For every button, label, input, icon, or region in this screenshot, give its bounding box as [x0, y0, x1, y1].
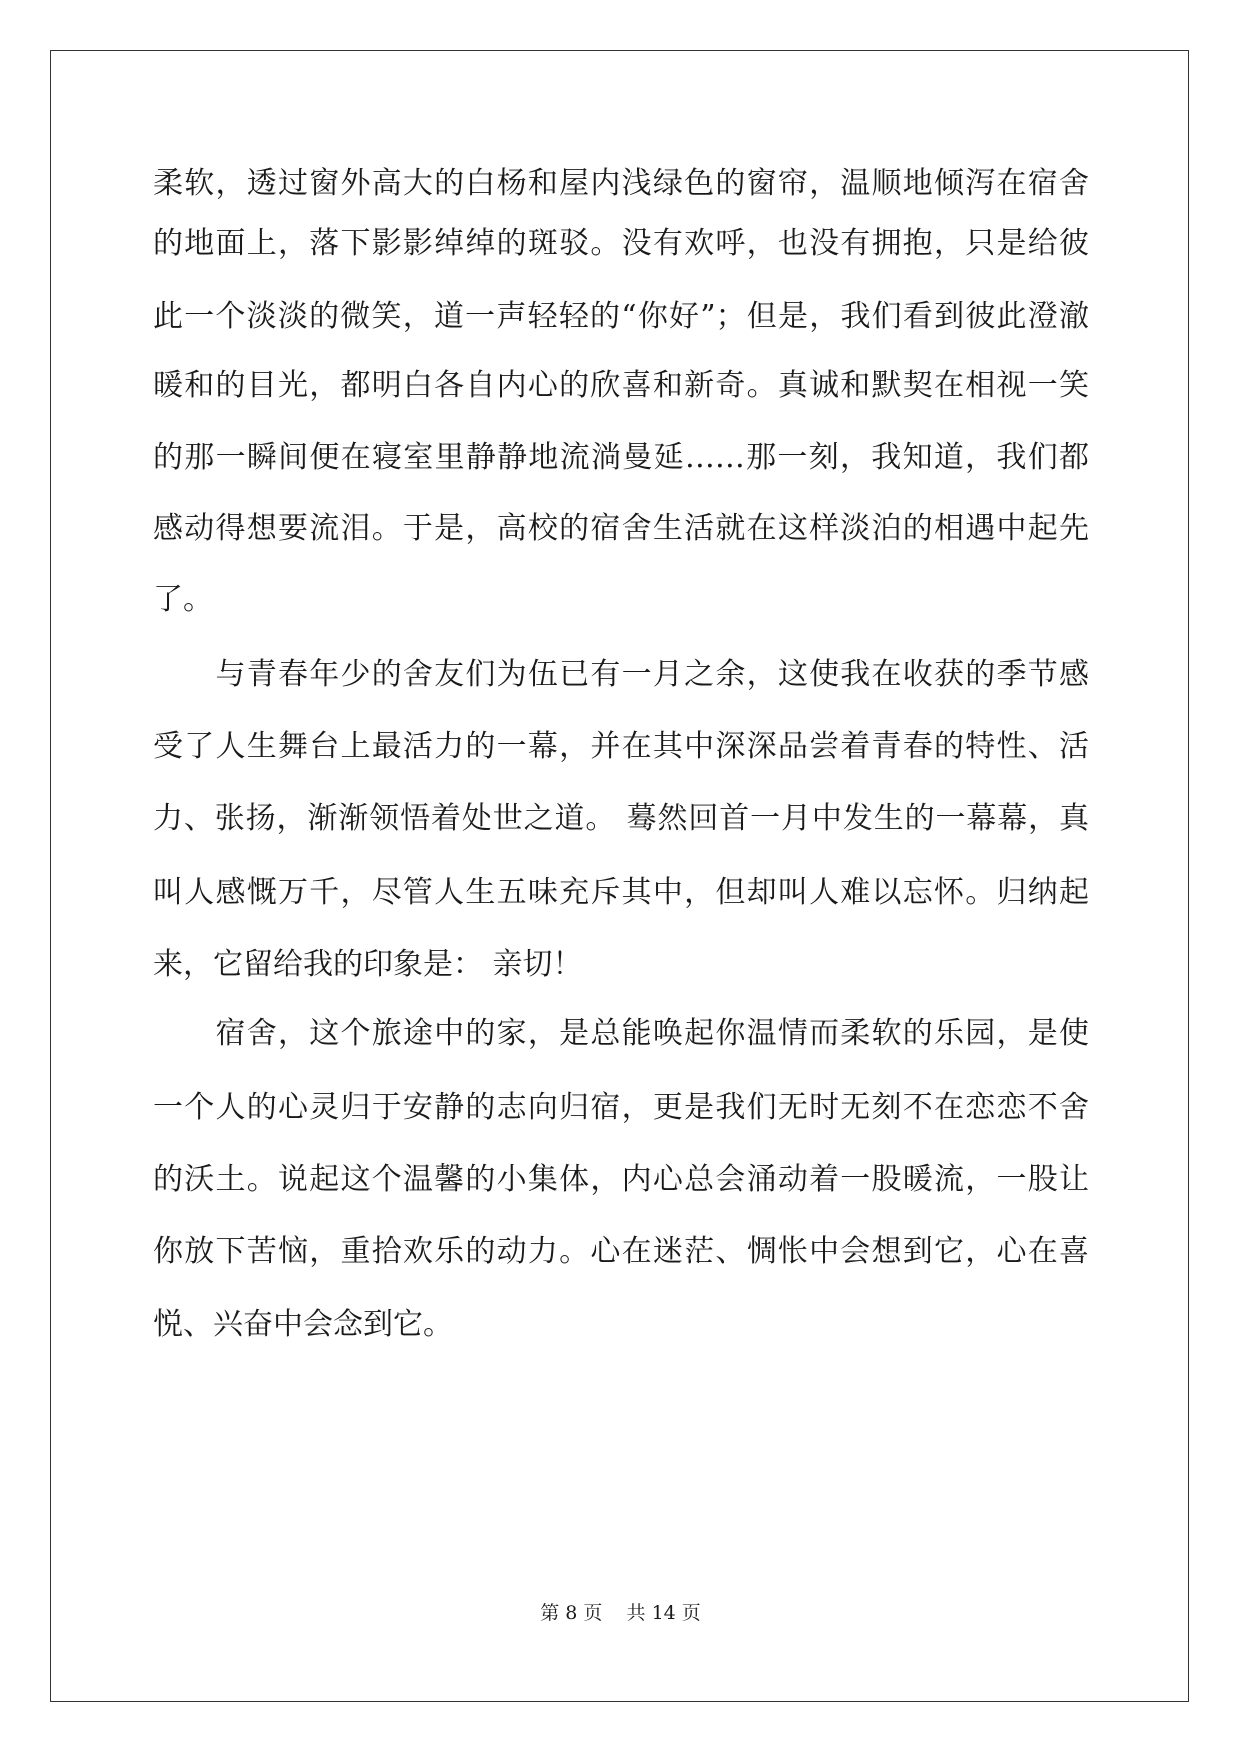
body-line: 暖和的目光，都明白各自内心的欣喜和新奇。真诚和默契在相视一笑 [153, 368, 1089, 403]
body-line: 的沃土。说起这个温馨的小集体，内心总会涌动着一股暖流，一股让 [153, 1162, 1089, 1197]
body-line: 感动得想要流泪。于是，高校的宿舍生活就在这样淡泊的相遇中起先 [153, 511, 1089, 546]
body-line: 了。 [153, 582, 213, 617]
page-number: 第 8 页 [540, 1602, 603, 1624]
paragraph-start-line: 与青春年少的舍友们为伍已有一月之余，这使我在收获的季节感 [153, 657, 1089, 692]
body-line: 受了人生舞台上最活力的一幕，并在其中深深品尝着青春的特性、活 [153, 729, 1089, 764]
body-line: 悦、兴奋中会念到它。 [153, 1307, 453, 1342]
total-pages: 共 14 页 [626, 1602, 701, 1624]
body-line: 的地面上，落下影影绰绰的斑驳。没有欢呼，也没有拥抱，只是给彼 [153, 226, 1089, 261]
page-footer [0, 1600, 1241, 1626]
paragraph-start-line: 宿舍，这个旅途中的家，是总能唤起你温情而柔软的乐园，是使 [153, 1016, 1089, 1051]
body-line: 叫人感慨万千，尽管人生五味充斥其中，但却叫人难以忘怀。归纳起 [153, 875, 1089, 910]
body-line: 力、张扬，渐渐领悟着处世之道。 蓦然回首一月中发生的一幕幕，真 [153, 801, 1089, 836]
body-line: 的那一瞬间便在寝室里静静地流淌曼延……那一刻，我知道，我们都 [153, 440, 1089, 475]
body-line: 你放下苦恼，重拾欢乐的动力。心在迷茫、惆怅中会想到它，心在喜 [153, 1234, 1089, 1269]
body-line: 一个人的心灵归于安静的志向归宿，更是我们无时无刻不在恋恋不舍 [153, 1090, 1089, 1125]
body-line: 来，它留给我的印象是： 亲切！ [153, 947, 583, 982]
body-line: 柔软，透过窗外高大的白杨和屋内浅绿色的窗帘，温顺地倾泻在宿舍 [153, 166, 1089, 201]
body-line: 此一个淡淡的微笑，道一声轻轻的“你好”；但是，我们看到彼此澄澈 [153, 299, 1089, 334]
